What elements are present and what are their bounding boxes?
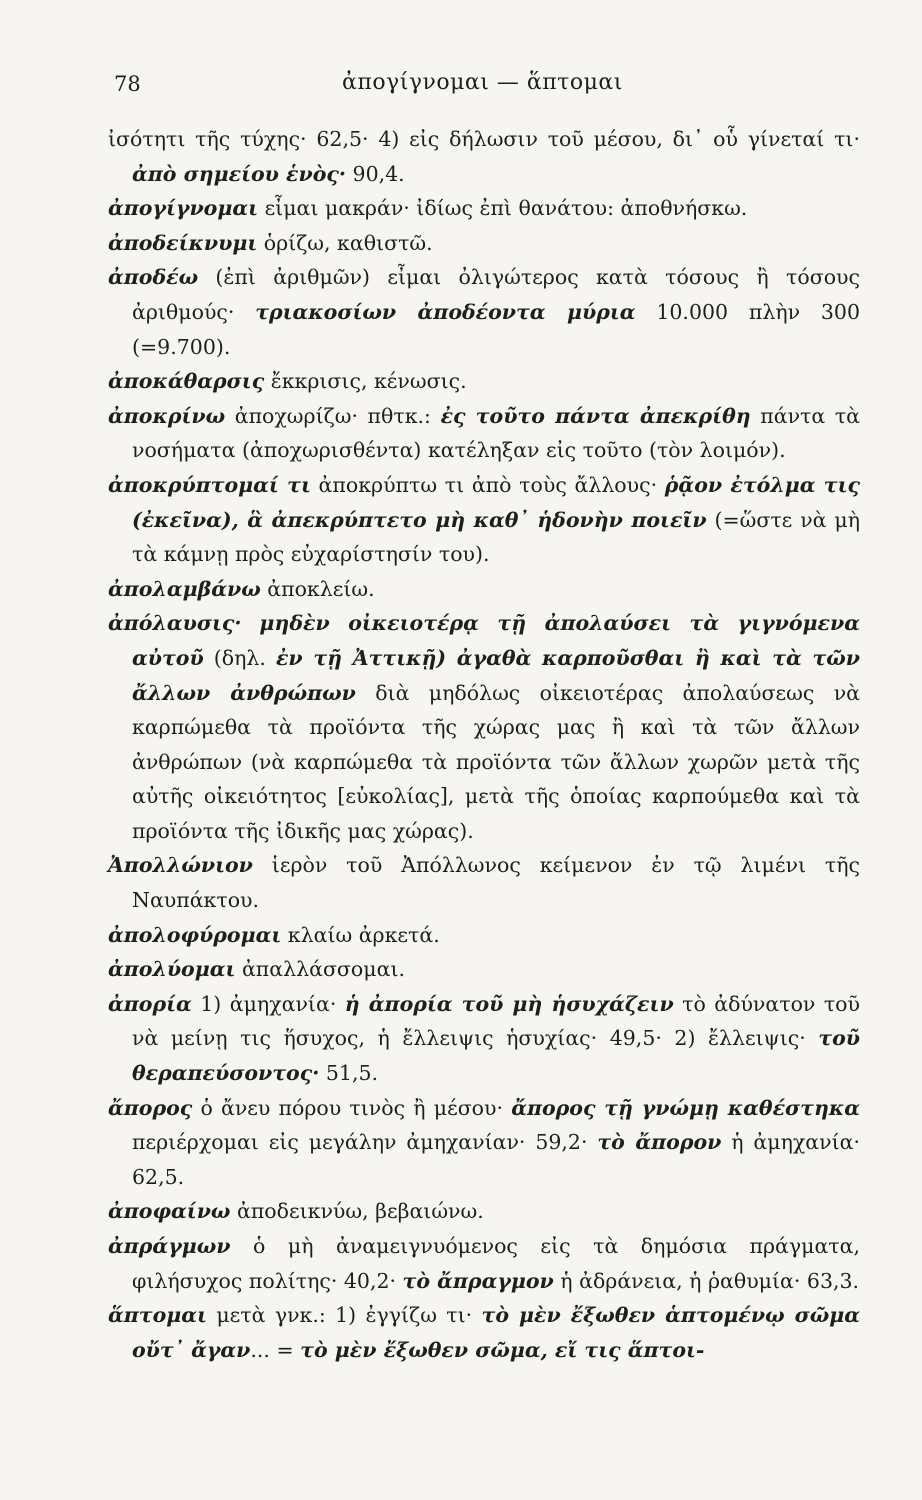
entry-apollonion: Ἀπολλώνιον ἱερὸν τοῦ Ἀπόλλωνος κείμενον ἐν τῷ λιμένι τῆς Ναυπάκτου. xyxy=(108,853,860,913)
entry-apragmon: ἀπράγμων ὁ μὴ ἀναμειγνυόμενος εἰς τὰ δημόσια πράγματα, φιλήσυχος πολίτης· 40,2· τὸ ἄπραγμον ἡ ἀδράνεια, ἡ ῥαθυμία· 63,3. xyxy=(108,1234,860,1293)
entry-apodeo: ἀποδέω (ἐπὶ ἀριθμῶν) εἶμαι ὀλιγώτερος κατὰ τόσους ἢ τόσους ἀριθμούς· τριακοσίων ἀποδέοντα μύρια 10.000 πλὴν 300 (=9.700). xyxy=(108,265,860,359)
headword: ἀπορία xyxy=(108,991,192,1016)
headword: ἀπόλαυσις· xyxy=(108,611,242,636)
headword: ἄπορος xyxy=(108,1095,193,1120)
headword: ἀποδείκνυμι xyxy=(108,230,258,255)
running-head: ἀπογίγνομαι — ἅπτομαι xyxy=(342,70,623,95)
headword: ἀπογίγνομαι xyxy=(108,196,259,221)
entry-apolyomai: ἀπολύομαι ἀπαλλάσσομαι. xyxy=(108,957,405,982)
page-number: 78 xyxy=(114,72,141,96)
entry-apokryptomai: ἀποκρύπτομαί τι ἀποκρύπτω τι ἀπὸ τοὺς ἄλλους· ῥᾷον ἐτόλμα τις (ἐκεῖνα), ἃ ἀπεκρύπτετο μὴ καθ᾽ ἡδονὴν ποιεῖν (=ὥστε νὰ μὴ τὰ κάμνῃ πρὸς εὐχαρίστησίν του). xyxy=(108,472,860,567)
headword: ἀπολύομαι xyxy=(108,957,236,982)
entry-apodeiknymi: ἀποδείκνυμι ὁρίζω, καθιστῶ. xyxy=(108,230,433,255)
entry-continuation: ἰσότητι τῆς τύχης· 62,5· 4) εἰς δήλωσιν τοῦ μέσου, δι᾽ οὗ γίνεταί τι· ἀπὸ σημείου ἑνὸς· 90,4. xyxy=(108,127,860,186)
entry-apolambano: ἀπολαμβάνω ἀποκλείω. xyxy=(108,576,375,601)
headword: ἀποδέω xyxy=(108,265,199,290)
entry-haptomai: ἅπτομαι μετὰ γνκ.: 1) ἐγγίζω τι· τὸ μὲν ἔξωθεν ἁπτομένῳ σῶμα οὔτ᾽ ἄγαν... = τὸ μὲν ἔξωθεν σῶμα, εἴ τις ἅπτοι- xyxy=(108,1303,861,1362)
headword: ἀποκρίνω xyxy=(108,403,226,428)
entry-apolausis: ἀπόλαυσις· μηδὲν οἰκειοτέρᾳ τῇ ἀπολαύσει τὰ γιγνόμενα αὐτοῦ (δηλ. ἐν τῇ Ἀττικῇ) ἀγαθὰ καρποῦσθαι ἢ καὶ τὰ τῶν ἄλλων ἀνθρώπων διὰ μηδόλως οἰκειοτέρας ἀπολαύσεως νὰ καρπώμεθα τὰ προϊόντα τῆς χώρας μας ἢ καὶ τὰ τῶν ἄλλων ἀνθρώπων (νὰ καρπώμεθα τὰ προϊόντα τῶν ἄλλων χωρῶν μετὰ τῆς αὐτῆς οἰκειότητος [εὐκολίας], μετὰ τῆς ὁποίας καρπούμεθα καὶ τὰ προϊόντα τῆς ἰδικῆς μας χώρας). xyxy=(108,611,861,843)
headword: ἀπράγμων xyxy=(108,1234,231,1258)
headword: ἀποκάθαρσις xyxy=(108,369,265,394)
page-header xyxy=(0,64,922,104)
headword: ἀπολοφύρομαι xyxy=(108,922,282,947)
entry-aporia: ἀπορία 1) ἀμηχανία· ἡ ἀπορία τοῦ μὴ ἡσυχάζειν τὸ ἀδύνατον τοῦ νὰ μείνῃ τις ἥσυχος, ἡ ἔλλειψις ἡσυχίας· 49,5· 2) ἔλλειψις· τοῦ θεραπεύσοντος· 51,5. xyxy=(108,991,860,1086)
entry-apogignomai: ἀπογίγνομαι εἶμαι μακράν· ἰδίως ἐπὶ θανάτου: ἀποθνήσκω. xyxy=(108,196,748,221)
entry-aporos: ἄπορος ὁ ἄνευ πόρου τινὸς ἢ μέσου· ἄπορος τῇ γνώμῃ καθέστηκα περιέρχομαι εἰς μεγάλην ἀμηχανίαν· 59,2· τὸ ἄπορον ἡ ἀμηχανία· 62,5. xyxy=(108,1095,860,1189)
headword: ἀποφαίνω xyxy=(108,1199,231,1224)
headword: Ἀπολλώνιον xyxy=(108,853,253,878)
headword: ἅπτομαι xyxy=(108,1303,207,1328)
headword: ἀποκρύπτομαί τι xyxy=(108,472,311,497)
entry-apolophyromai: ἀπολοφύρομαι κλαίω ἀρκετά. xyxy=(108,922,440,947)
entries-column xyxy=(108,122,860,1367)
entry-apokatharsis: ἀποκάθαρσις ἔκκρισις, κένωσις. xyxy=(108,369,467,394)
headword: ἀπολαμβάνω xyxy=(108,576,261,601)
entry-apokrino: ἀποκρίνω ἀποχωρίζω· πθτκ.: ἐς τοῦτο πάντα ἀπεκρίθη πάντα τὰ νοσήματα (ἀποχωρισθέντα) κατέληξαν εἰς τοῦτο (τὸν λοιμόν). xyxy=(108,403,861,463)
entry-apophaino: ἀποφαίνω ἀποδεικνύω, βεβαιώνω. xyxy=(108,1199,484,1224)
